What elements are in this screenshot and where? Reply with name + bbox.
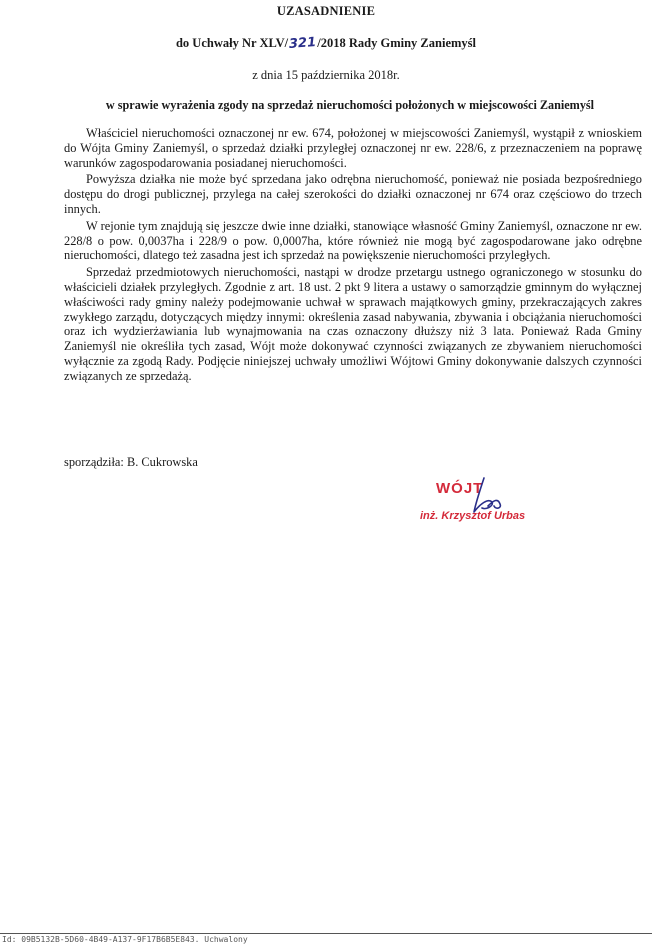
resolution-prefix: do Uchwały Nr XLV/: [175, 36, 289, 50]
document-title: UZASADNIENIE: [276, 4, 376, 18]
justification-body: [64, 126, 642, 386]
resolution-reference: [0, 36, 652, 51]
signature-block: [420, 476, 560, 536]
footer-doc-id: Id: 09B5132B-5D60-4B49-A137-9F17B6B5E843. Uchwalony: [2, 935, 248, 944]
document-footer: [0, 933, 652, 945]
paragraph-4: Sprzedaż przedmiotowych nieruchomości, nastąpi w drodze przetargu ustnego ograniczonego w stosunku do właścicieli działek przyległych. Zgodnie z art. 18 ust. 2 pkt 9 litera a ustawy o samorządzie gminnym do wyłącznej właściwości rady gminy należy podejmowanie uchwał w sprawach majątkowych gminy, przekraczających zakres zwykłego zarządu, dotyczących między innymi: określenia zasad nabywania, zbywania i obciążania nieruchomości oraz ich wydzierżawiania lub wynajmowania na czas oznaczony dłuższy niż 3 lata. Ponieważ Rada Gminy Zaniemyśl nie określiła tych zasad, Wójt może dokonywać czynności związanych ze zbywaniem nieruchomości wyłącznie za zgodą Rady. Podjęcie niniejszej uchwały umożliwi Wójtowi Gminy dokonywanie dalszych czynności związanych ze sprzedażą.: [64, 265, 642, 383]
stamp-title: WÓJT: [436, 480, 484, 497]
paragraph-3: W rejonie tym znajdują się jeszcze dwie inne działki, stanowiące własność Gminy Zaniemyśl, oznaczone nr ew. 228/8 o pow. 0,0037ha i 228/9 o pow. 0,0007ha, które również nie mogą być zagospodarowane jako odrębne nieruchomości, dlatego też zasadna jest ich sprzedaż na powiększenie nieruchomości przyległych.: [64, 218, 642, 263]
stamp-name: inż. Krzysztof Urbas: [420, 510, 526, 522]
prepared-by: sporządziła: B. Cukrowska: [64, 455, 198, 469]
resolution-date: z dnia 15 października 2018r.: [252, 68, 400, 82]
paragraph-2: Powyższa działka nie może być sprzedana jako odrębna nieruchomość, ponieważ nie posiada bezpośredniego dostępu do drogi publicznej, przylega na całej szerokości do działki oznaczonej nr 674 oraz częściowo do trzech innych.: [64, 172, 642, 216]
paragraph-1: Właściciel nieruchomości oznaczonej nr ew. 674, położonej w miejscowości Zaniemyśl, wystąpił z wnioskiem do Wójta Gminy Zaniemyśl, o sprzedaż działki przyległej oznaczonej nr ew. 228/6, z przeznaczeniem na poprawę warunków zagospodarowania posiadanej nieruchomości.: [64, 126, 642, 170]
resolution-suffix: /2018 Rady Gminy Zaniemyśl: [317, 36, 476, 50]
resolution-subject: w sprawie wyrażenia zgody na sprzedaż nieruchomości położonych w miejscowości Zaniemyśl: [105, 98, 595, 112]
handwritten-resolution-number: 321: [288, 35, 317, 52]
